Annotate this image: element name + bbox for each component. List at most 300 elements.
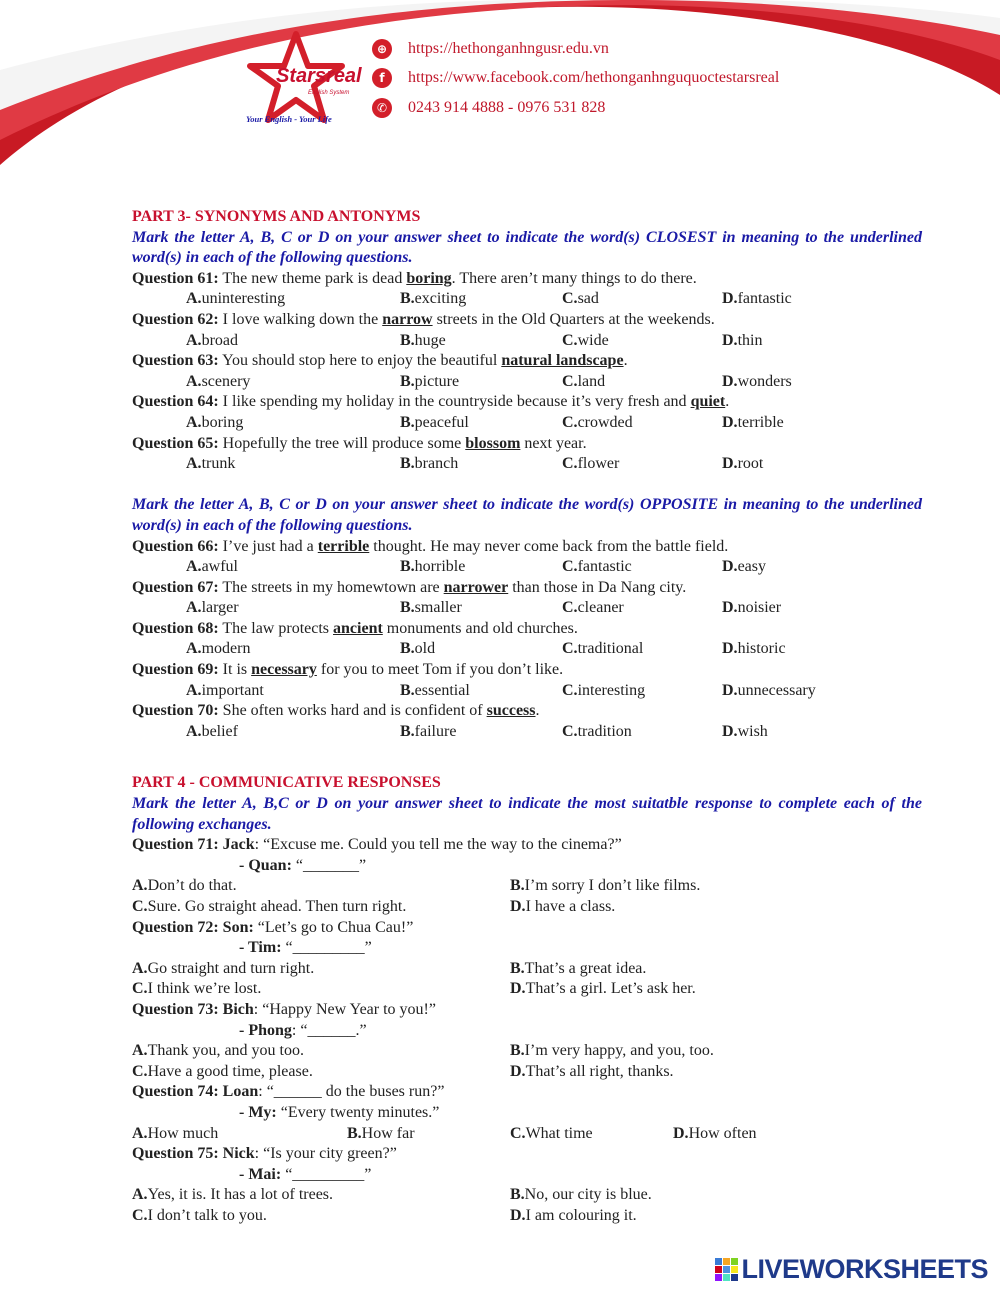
underlined-word: ancient [333,619,383,637]
answer-option[interactable] [562,413,633,434]
answer-option[interactable] [400,331,446,352]
option-text: Go straight and turn right. [147,959,315,977]
answer-option[interactable] [347,1124,415,1145]
answer-option[interactable] [400,413,469,434]
option-text: That’s a great idea. [524,959,647,977]
option-letter: C. [562,331,578,349]
answer-option[interactable] [722,681,816,702]
option-letter: B. [400,331,415,349]
website-link[interactable]: https://hethonganhngusr.edu.vn [408,40,609,57]
option-letter: B. [510,959,525,977]
option-text: crowded [577,413,633,431]
option-letter: A. [132,959,148,977]
response-line [132,856,922,877]
option-letter: D. [510,1206,526,1224]
option-letter: B. [400,372,415,390]
answer-option[interactable] [510,1041,714,1062]
underlined-word: quiet [690,393,726,411]
speaker-name: - My: [239,1103,277,1121]
question-stem [132,1082,922,1103]
response-blank: “Every twenty minutes.” [276,1103,440,1121]
response-line [132,1103,922,1124]
question-text: monuments and old churches. [382,619,578,637]
answer-option[interactable] [510,1206,637,1227]
option-text: Sure. Go straight ahead. Then turn right. [147,898,407,915]
response-line [132,938,922,959]
answer-option[interactable] [186,372,251,393]
question-stem [132,269,922,290]
option-letter: C. [562,290,578,308]
answer-option[interactable] [186,289,286,310]
option-letter: C. [562,455,578,473]
answer-option[interactable] [186,454,236,475]
answer-options [132,454,922,475]
facebook-icon: f [372,68,392,88]
option-letter: A. [186,640,202,658]
answer-option[interactable] [722,289,792,310]
question-text: next year. [520,434,587,452]
answer-options [132,1041,922,1062]
answer-option[interactable] [400,289,467,310]
option-letter: C. [132,1062,148,1080]
response-blank: “_______” [291,856,367,874]
question-label: Question 71: [132,836,219,854]
option-text: tradition [577,722,632,740]
option-letter: C. [562,640,578,658]
speaker-name: - Phong [239,1021,292,1039]
speaker-name: Nick [218,1145,255,1163]
liveworksheets-text: LIVEWORKSHEETS [741,1254,988,1284]
option-letter: D. [510,980,526,998]
question-stem [132,537,922,558]
option-text: traditional [577,640,644,658]
underlined-word: boring [406,269,452,287]
speaker-name: - Tim: [239,939,282,957]
answer-options [132,289,922,310]
option-letter: B. [510,1042,525,1060]
question-text: The new theme park is dead [218,269,407,287]
question-stem [132,1000,922,1021]
option-text: I’m sorry I don’t like films. [524,877,701,895]
phone-icon: ✆ [372,98,392,118]
answer-option[interactable] [673,1124,757,1145]
answer-option[interactable] [562,598,624,619]
option-text: broad [201,331,238,349]
option-letter: C. [132,1206,148,1224]
question-label: Question 66: [132,537,219,555]
question-label: Question 74: [132,1083,219,1101]
answer-option[interactable] [132,1124,219,1145]
option-text: horrible [414,558,466,576]
answer-options [132,413,922,434]
option-text: belief [201,722,238,740]
answer-option[interactable] [186,331,238,352]
option-text: root [737,455,764,473]
synonym-questions [132,269,922,475]
answer-options [132,1062,922,1083]
option-letter: A. [186,331,202,349]
option-letter: A. [186,290,202,308]
option-letter: B. [400,681,415,699]
question-text: streets in the Old Quarters at the weekends. [432,310,715,328]
option-text: boring [201,413,244,431]
answer-option[interactable] [132,1206,267,1227]
option-text: picture [414,372,460,390]
part3-instruction-closest: Mark the letter A, B, C or D on your answer sheet to indicate the word(s) CLOSEST in meaning to the underlined word(s) in each of the following questions. [132,228,922,267]
question-text: than those in Da Nang city. [508,578,687,596]
question-label: Question 67: [132,578,219,596]
option-text: No, our city is blue. [524,1186,652,1204]
answer-option[interactable] [400,681,470,702]
option-text: interesting [577,681,646,699]
option-letter: D. [510,898,526,915]
answer-option[interactable] [400,454,459,475]
option-letter: A. [186,722,202,740]
option-letter: D. [510,1062,526,1080]
option-text: easy [737,558,766,576]
answer-option[interactable] [562,454,620,475]
communicative-questions [132,835,922,1226]
underlined-word: necessary [251,661,317,679]
option-letter: C. [562,413,578,431]
speaker-name: Son: [218,918,254,936]
option-text: How far [361,1124,415,1142]
speaker-line: : “Is your city green?” [254,1145,397,1163]
speaker-line: “Let’s go to Chua Cau!” [253,918,414,936]
facebook-link[interactable]: https://www.facebook.com/hethonganhnguquoctestarsreal [408,69,780,86]
option-text: branch [414,455,459,473]
option-letter: D. [722,413,738,431]
option-letter: D. [722,331,738,349]
question-text: She often works hard and is confident of [218,702,487,720]
answer-option[interactable] [562,681,646,702]
answer-options [132,372,922,393]
option-letter: A. [132,1042,148,1060]
answer-option[interactable] [510,1185,652,1206]
liveworksheets-logo [715,1254,988,1285]
option-text: uninteresting [201,290,286,308]
option-text: I am colouring it. [525,1206,637,1224]
option-text: scenery [201,372,251,390]
question-stem [132,434,922,455]
option-text: essential [414,681,470,699]
answer-options [132,1185,922,1206]
option-letter: B. [400,413,415,431]
question-stem [132,918,922,939]
option-text: exciting [414,290,467,308]
question-stem [132,351,922,372]
answer-option[interactable] [132,979,262,1000]
option-text: flower [577,455,620,473]
answer-option[interactable] [562,372,606,393]
option-letter: D. [722,599,738,617]
question-text: . There aren’t many things to do there. [451,269,697,287]
option-letter: C. [132,898,148,915]
speaker-line: : “______ do the buses run?” [258,1083,445,1101]
answer-options [132,979,922,1000]
question-text: I love walking down the [218,310,383,328]
phone-contact [372,98,605,118]
question-stem [132,619,922,640]
option-letter: A. [186,599,202,617]
option-text: noisier [737,599,782,617]
answer-option[interactable] [400,639,436,660]
answer-option[interactable] [722,598,782,619]
answer-options [132,1206,922,1227]
option-text: fantastic [737,290,792,308]
question-text: . [725,393,730,411]
option-letter: C. [562,599,578,617]
option-letter: D. [722,640,738,658]
answer-option[interactable] [510,1062,674,1083]
option-letter: B. [400,455,415,473]
option-letter: D. [722,722,738,740]
question-stem [132,835,922,856]
option-text: historic [737,640,786,658]
option-text: wish [737,722,768,740]
underlined-word: terrible [317,537,370,555]
question-label: Question 68: [132,619,219,637]
option-text: awful [201,558,238,576]
answer-options [132,557,922,578]
option-text: smaller [414,599,462,617]
answer-option[interactable] [400,372,460,393]
answer-option[interactable] [562,722,632,743]
answer-option[interactable] [400,598,462,619]
option-letter: D. [722,372,738,390]
option-letter: B. [510,1186,525,1204]
answer-option[interactable] [132,959,315,980]
option-text: fantastic [577,558,632,576]
answer-option[interactable] [510,897,616,918]
question-label: Question 73: [132,1000,219,1018]
option-text: peaceful [414,413,469,431]
answer-option[interactable] [510,959,647,980]
option-text: larger [201,599,239,617]
question-label: Question 61: [132,269,219,287]
option-text: cleaner [577,599,624,617]
option-text: land [577,372,606,390]
option-letter: B. [400,558,415,576]
question-stem [132,701,922,722]
brand-sub: English System [308,90,350,96]
question-text: The law protects [218,619,334,637]
question-text: . [623,352,628,370]
option-letter: D. [722,455,738,473]
answer-option[interactable] [562,289,599,310]
option-letter: B. [347,1124,362,1142]
option-letter: D. [673,1124,689,1142]
response-line [132,1021,922,1042]
option-text: That’s a girl. Let’s ask her. [525,980,696,998]
speaker-name: Jack [218,836,255,854]
option-text: Don’t do that. [147,877,237,895]
option-letter: C. [562,681,578,699]
answer-option[interactable] [562,557,632,578]
option-text: old [414,640,436,658]
answer-options [132,598,922,619]
option-letter: A. [186,681,202,699]
option-text: What time [525,1124,593,1142]
slogan: Your English - Your Life [246,114,332,124]
option-letter: A. [186,372,202,390]
answer-option[interactable] [186,722,238,743]
option-letter: A. [186,413,202,431]
question-label: Question 72: [132,918,219,936]
option-text: I have a class. [525,898,616,915]
brand-name: Starsreal [276,65,362,87]
answer-option[interactable] [186,598,239,619]
speaker-line: : “Excuse me. Could you tell me the way to the cinema?” [254,836,622,854]
option-text: Have a good time, please. [147,1062,313,1080]
option-letter: A. [186,455,202,473]
answer-option[interactable] [186,413,244,434]
answer-option[interactable] [510,1124,593,1145]
option-letter: B. [400,640,415,658]
response-blank: “_________” [281,939,372,957]
part3-instruction-opposite: Mark the letter A, B, C or D on your answer sheet to indicate the word(s) OPPOSITE in meaning to the underlined word(s) in each of the following questions. [132,496,922,534]
option-text: How much [147,1124,219,1142]
question-text: Hopefully the tree will produce some [218,434,466,452]
question-text: . [535,702,540,720]
answer-option[interactable] [186,557,238,578]
option-letter: D. [722,558,738,576]
part3-heading: PART 3- SYNONYMS AND ANTONYMS [132,208,421,225]
option-text: Thank you, and you too. [147,1042,304,1060]
option-letter: C. [562,722,578,740]
question-label: Question 69: [132,661,219,679]
answer-options [132,959,922,980]
option-text: terrible [737,413,784,431]
answer-option[interactable] [132,876,237,897]
response-blank: “_________” [281,1165,372,1183]
option-text: I think we’re lost. [147,980,262,998]
answer-option[interactable] [400,722,457,743]
option-text: modern [201,640,251,658]
question-text: The streets in my homewtown are [218,578,444,596]
antonym-questions [132,537,922,743]
option-letter: D. [722,681,738,699]
option-text: How often [688,1124,757,1142]
response-line [132,1165,922,1186]
answer-options [132,876,922,897]
option-text: failure [414,722,457,740]
option-text: wonders [737,372,792,390]
underlined-word: narrow [382,310,433,328]
globe-icon: ⊕ [372,39,392,59]
part4-heading: PART 4 - COMMUNICATIVE RESPONSES [132,774,441,792]
facebook-contact [372,68,779,88]
answer-option[interactable] [722,639,786,660]
underlined-word: blossom [465,434,521,452]
worksheet-content [132,207,922,1227]
answer-option[interactable] [186,681,264,702]
answer-option[interactable] [132,1041,304,1062]
option-letter: A. [132,1124,148,1142]
speaker-name: Loan [218,1083,259,1101]
answer-option[interactable] [400,557,466,578]
question-stem [132,392,922,413]
answer-option[interactable] [722,372,792,393]
answer-option[interactable] [722,722,768,743]
answer-option[interactable] [510,876,701,897]
question-text: thought. He may never come back from the battle field. [369,537,729,555]
answer-option[interactable] [722,557,766,578]
question-stem [132,660,922,681]
option-letter: B. [400,722,415,740]
option-text: thin [737,331,763,349]
answer-option[interactable] [722,331,763,352]
option-letter: B. [400,290,415,308]
answer-option[interactable] [186,639,251,660]
question-stem [132,310,922,331]
answer-option[interactable] [132,1062,313,1083]
answer-option[interactable] [132,897,407,918]
option-text: wide [577,331,609,349]
question-label: Question 70: [132,702,219,720]
question-text: for you to meet Tom if you don’t like. [316,661,564,679]
answer-option[interactable] [510,979,696,1000]
answer-option[interactable] [722,454,764,475]
website-contact [372,39,609,59]
option-letter: C. [562,558,578,576]
option-letter: C. [562,372,578,390]
phone-number: 0243 914 4888 - 0976 531 828 [408,99,606,116]
answer-option[interactable] [132,1185,334,1206]
option-letter: A. [186,558,202,576]
underlined-word: success [486,702,536,720]
option-text: I’m very happy, and you, too. [524,1042,714,1060]
underlined-word: natural landscape [501,352,624,370]
question-label: Question 65: [132,434,219,452]
question-text: It is [218,661,252,679]
question-stem [132,578,922,599]
speaker-name: Bich [218,1000,254,1018]
question-text: I like spending my holiday in the countryside because it’s very fresh and [218,393,691,411]
option-letter: C. [132,980,148,998]
option-text: important [201,681,264,699]
option-text: That’s all right, thanks. [525,1062,674,1080]
answer-option[interactable] [722,413,784,434]
option-letter: D. [722,290,738,308]
option-text: sad [577,290,599,308]
question-label: Question 75: [132,1145,219,1163]
answer-options [132,639,922,660]
answer-options [132,331,922,352]
option-letter: B. [510,877,525,895]
option-letter: B. [400,599,415,617]
question-text: I’ve just had a [218,537,318,555]
answer-option[interactable] [562,331,609,352]
option-text: huge [414,331,446,349]
option-text: Yes, it is. It has a lot of trees. [147,1186,334,1204]
answer-option[interactable] [562,639,644,660]
answer-options [132,897,922,918]
question-text: You should stop here to enjoy the beautiful [218,352,502,370]
speaker-name: - Quan: [239,856,292,874]
question-label: Question 64: [132,393,219,411]
speaker-line: : “Happy New Year to you!” [253,1000,436,1018]
liveworksheets-icon [715,1258,738,1281]
part4-instruction: Mark the letter A, B,C or D on your answer sheet to indicate the most suitatble response to complete each of the following exchanges. [132,795,922,833]
question-label: Question 63: [132,352,219,370]
question-stem [132,1144,922,1165]
answer-options [132,681,922,702]
question-label: Question 62: [132,310,219,328]
answer-options [132,1124,922,1145]
option-letter: A. [132,877,148,895]
underlined-word: narrower [443,578,509,596]
